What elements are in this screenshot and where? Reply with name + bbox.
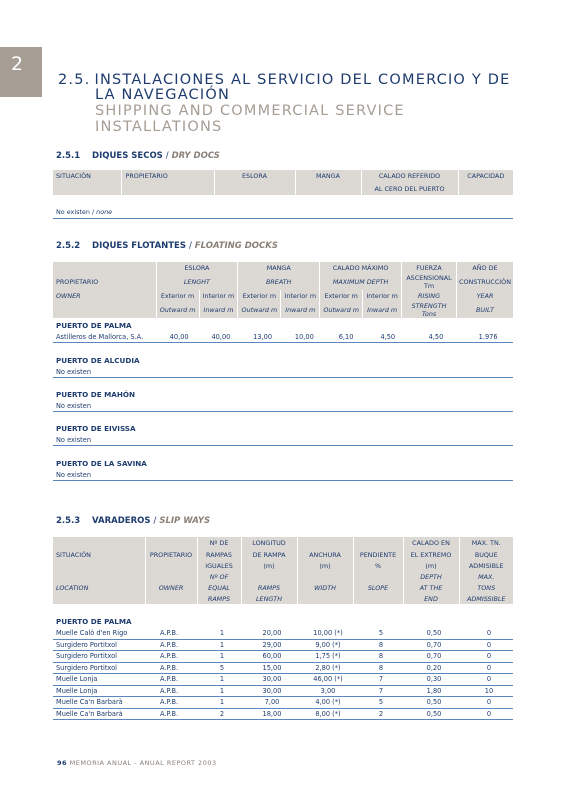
table-cell: 15,00: [262, 663, 282, 672]
table-cell: 0: [486, 652, 492, 661]
table-cell: Surgidero Portitxol: [56, 663, 117, 672]
table-cell: 0,50: [426, 698, 442, 707]
table-cell: 5: [378, 698, 384, 707]
table-cell: 60,00: [262, 652, 282, 661]
table-cell: A.P.B.: [160, 686, 179, 695]
table-cell: A.P.B.: [160, 640, 179, 649]
table-cell: 5: [378, 629, 384, 638]
table-row: [53, 628, 513, 640]
table-cell: 0: [486, 675, 492, 684]
table-cell: 8: [378, 652, 384, 661]
table-cell: A.P.B.: [160, 652, 179, 661]
table-cell: A.P.B.: [160, 675, 179, 684]
table-cell: 10: [484, 686, 494, 695]
title-en: SHIPPING AND COMMERCIAL SERVICE INSTALLATIONS: [95, 103, 405, 135]
table-cell: 8: [378, 663, 384, 672]
title-number: 2.5.: [58, 72, 91, 88]
dry-docs-table: SITUACIÓN PROPIETARIO ESLORA MANGA CALADO REFERIDO CAPACIDAD AL CERO DEL PUERTO No existen / none: [53, 170, 513, 219]
table-cell: 30,00: [262, 686, 282, 695]
table-cell: 8,00 (*): [315, 709, 341, 718]
table-cell: 1: [219, 652, 225, 661]
table-cell: 0,50: [426, 709, 442, 718]
port-title: PUERTO DE LA SAVINA: [56, 459, 147, 468]
table-cell: A.P.B.: [160, 629, 179, 638]
port-title: PUERTO DE EIVISSA: [56, 424, 136, 433]
table-cell: 2: [219, 709, 225, 718]
table-row: [53, 640, 513, 652]
title-es-line2: LA NAVEGACIÓN: [95, 87, 231, 103]
table-cell: Surgidero Portitxol: [56, 652, 117, 661]
table-cell: 5: [219, 663, 225, 672]
table-header: SITUACIÓN PROPIETARIO ESLORA MANGA CALADO REFERIDO CAPACIDAD: [53, 170, 513, 182]
page-number: 96: [57, 759, 68, 767]
table-cell: 2: [378, 709, 384, 718]
table-row: [53, 663, 513, 675]
table-cell: 7,00: [264, 698, 280, 707]
table-cell: 3,00: [320, 686, 336, 695]
table-cell: 0: [486, 709, 492, 718]
port-block-alcudia: [53, 356, 513, 378]
table-cell: 0,70: [426, 640, 442, 649]
table-cell: 46,00 (*): [313, 675, 343, 684]
table-cell: Muelle Caló d'en Rigo: [56, 629, 128, 638]
table-cell: 29,00: [262, 640, 282, 649]
table-cell: Muelle Ca'n Barbarà: [56, 709, 123, 718]
footer-text: MEMORIA ANUAL - ANUAL REPORT 2003: [69, 759, 217, 767]
table-cell: 1,75 (*): [315, 652, 341, 661]
table-row: No existen: [53, 435, 513, 446]
port-title: PUERTO DE PALMA: [56, 321, 132, 330]
table-cell: 9,00 (*): [315, 640, 341, 649]
table-cell: A.P.B.: [160, 709, 179, 718]
floating-docks-table-header: ESLORA MANGA CALADO MÁXIMO FUERZA AÑO DE PROPIETARIO LENGHT BREATH MAXIMUM DEPTH ASCENSIONAL Tm CONSTRUCCIÓN OWNER Exterior m Interior m Exterior m Interior m Exterior m Interior m RISING YEAR Outward m Inward m Outward m Inward m Outward m Inward m STRENGTH Tons BUILT: [53, 262, 513, 318]
title-es-line1: INSTALACIONES AL SERVICIO DEL COMERCIO Y DE: [94, 72, 511, 88]
port-title: PUERTO DE ALCUDIA: [56, 356, 140, 365]
table-cell: 0,30: [426, 675, 442, 684]
port-block-palma: [53, 321, 513, 343]
table-row: No existen: [53, 470, 513, 481]
table-cell: Surgidero Portitxol: [56, 640, 117, 649]
slip-ways-rows: [53, 628, 513, 720]
port-block-la-savina: [53, 459, 513, 481]
table-cell: Muelle Lonja: [56, 686, 98, 695]
section-heading-floating-docks: 2.5.2 DIQUES FLOTANTES / FLOATING DOCKS: [56, 241, 278, 251]
table-cell: 7: [378, 675, 384, 684]
table-cell: 20,00: [262, 629, 282, 638]
table-row: [53, 697, 513, 709]
table-row: No existen: [53, 401, 513, 412]
table-cell: Muelle Ca'n Barbarà: [56, 698, 123, 707]
table-row: No existen / none: [53, 207, 513, 218]
slip-ways-table-header: Nº DE LONGITUD CALADO EN MAX. TN. SITUACIÓN PROPIETARIO RAMPAS DE RAMPA ANCHURA PENDIENTE EL EXTREMO BUQUE IGUALES (m) (m) % (m) ADMISIBLE Nº OF DEPTH MAX. LOCATION OWNER EQUAL RAMPS WIDTH SLOPE AT THE TONS RAMPS LENGTH END ADMISSIBLE: [53, 537, 513, 604]
table-cell: 2,80 (*): [315, 663, 341, 672]
chapter-tab: [0, 47, 42, 97]
table-row: Astilleros de Mallorca, S.A. 40,00 40,00 13,00 10,00 6,10 4,50 4,50 1.976: [53, 332, 513, 343]
table-cell: 1: [219, 698, 225, 707]
table-cell: 7: [378, 686, 384, 695]
table-row: [53, 709, 513, 721]
table-cell: 1: [219, 629, 225, 638]
table-cell: A.P.B.: [160, 698, 179, 707]
table-cell: 0: [486, 629, 492, 638]
table-cell: 1,80: [426, 686, 442, 695]
table-cell: 1: [219, 640, 225, 649]
table-row: No existen: [53, 367, 513, 378]
section-heading-slip-ways: 2.5.3 VARADEROS / SLIP WAYS: [56, 516, 211, 526]
page-footer: [57, 759, 217, 767]
page-title: [58, 73, 528, 135]
table-cell: 0,50: [426, 629, 442, 638]
table-cell: 0: [486, 640, 492, 649]
table-cell: 0,20: [426, 663, 442, 672]
table-cell: 4,00 (*): [315, 698, 341, 707]
table-cell: 0,70: [426, 652, 442, 661]
table-cell: 18,00: [262, 709, 282, 718]
port-block-mahon: [53, 390, 513, 412]
table-row: [53, 686, 513, 698]
section-heading-dry-docs: 2.5.1 DIQUES SECOS / DRY DOCS: [56, 151, 220, 161]
port-block-eivissa: [53, 424, 513, 446]
table-cell: Muelle Lonja: [56, 675, 98, 684]
table-cell: 30,00: [262, 675, 282, 684]
table-row: [53, 674, 513, 686]
table-cell: 1: [219, 675, 225, 684]
chapter-number: 2: [11, 53, 24, 75]
port-title: PUERTO DE PALMA: [56, 617, 132, 626]
table-row: [53, 651, 513, 663]
table-cell: 0: [486, 663, 492, 672]
table-cell: 8: [378, 640, 384, 649]
table-cell: 10,00 (*): [313, 629, 343, 638]
table-cell: 0: [486, 698, 492, 707]
table-cell: A.P.B.: [160, 663, 179, 672]
port-title: PUERTO DE MAHÓN: [56, 390, 135, 399]
table-cell: 1: [219, 686, 225, 695]
slip-ways-palma: [53, 617, 513, 720]
